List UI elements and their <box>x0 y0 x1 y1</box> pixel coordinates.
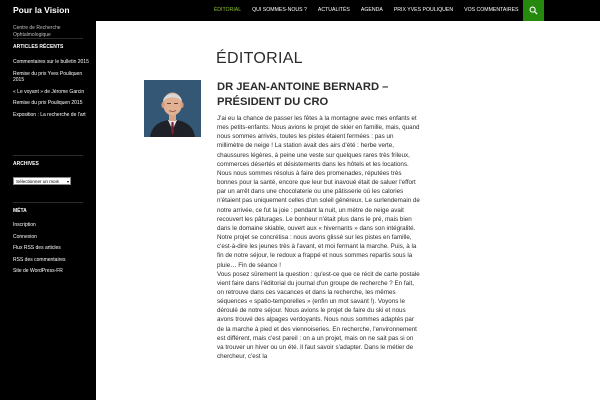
menu-item-prize[interactable]: PRIX YVES POULIQUEN <box>393 7 454 13</box>
site-title[interactable]: Pour la Vision <box>13 5 70 15</box>
recent-article-link[interactable]: Remise du prix Yves Pouliquen 2015 <box>13 70 83 83</box>
meta-link[interactable]: Flux RSS des articles <box>13 245 61 251</box>
site-description: Centre de Recherche Ophtalmologique <box>13 25 61 38</box>
meta-link[interactable]: Connexion <box>13 233 37 240</box>
site-header <box>0 0 600 21</box>
menu-item-about[interactable]: QUI SOMMES-NOUS ? <box>252 7 307 13</box>
recent-article-link[interactable]: « Le voyant » de Jérome Garcin <box>13 88 85 95</box>
meta-links-list <box>13 222 89 280</box>
recent-article-link[interactable]: Commentaires sur le bulletin 2015 <box>13 59 89 65</box>
archives-select[interactable] <box>13 177 71 185</box>
recent-articles-list <box>13 59 89 123</box>
menu-item-news[interactable]: ACTUALITÉS <box>317 7 350 13</box>
divider <box>13 38 83 39</box>
recent-article-link[interactable]: Exposition : La recherche de l'art <box>13 111 86 118</box>
search-button[interactable] <box>523 0 544 21</box>
meta-link[interactable]: Site de WordPress-FR <box>13 268 63 274</box>
search-icon <box>529 6 538 15</box>
archives-select-value: Sélectionner un mois <box>16 179 59 184</box>
meta-heading: MÉTA <box>13 208 27 214</box>
menu-item-editorial[interactable]: ÉDITORIAL <box>213 7 242 13</box>
divider <box>13 202 83 203</box>
sidebar <box>0 21 96 400</box>
article-body <box>217 114 420 361</box>
main-menu <box>208 0 524 21</box>
menu-item-agenda[interactable]: AGENDA <box>360 7 383 13</box>
author-portrait <box>144 80 201 137</box>
recent-articles-heading: ARTICLES RÉCENTS <box>13 44 64 50</box>
recent-article-link[interactable]: Remise du prix Pouliquen 2015 <box>13 100 83 106</box>
meta-link[interactable]: RSS des commentaires <box>13 256 66 263</box>
archives-heading: ARCHIVES <box>13 161 39 167</box>
article-paragraph: Vous posez sûrement la question : qu'est-ce que ce récit de carte postale vient faire dans l'éditorial du journal d'un groupe de recherche ? En fait, on retrouve dans ces vacances et dans la recherche, les mêmes séquences « spatio-temporelles » (enfin un mot savant !). Voyons le déroulé de notre séjour. Nous avions le projet de faire du ski et nous avons trouvé des alpages verdoyants. Nous nous sommes adaptés par de la marche à pied et des viennoiseries. En recherche, l'environnement est différent, mais c'est pareil : on a un projet, mais on ne sait pas si on va trouver un hiver ou un été. Il faut savoir s'adapter. Dans le métier de chercheur, c'est la <box>217 270 420 361</box>
article-title: DR JEAN-ANTOINE BERNARD – PRÉSIDENT DU CRO <box>217 81 389 108</box>
chevron-down-icon: ▾ <box>66 179 69 184</box>
article-paragraph: J'ai eu la chance de passer les fêtes à la montagne avec mes enfants et mes petits-enfants. Nous avions le projet de skier en famille, mais, quand nous sommes arrivés, toutes les pistes étaient fermées : pas un millimètre de neige ! La station avait des airs d'été : herbe verte, chaussures légères, à peine une veste sur quelques rares très frileux, commerces désertés et désistements dans les hôtels et les locations. Nous nous sommes résolus à faire des promenades, réputées très bonnes pour la santé, encore que leur but inavoué était de saluer l'effort par un arrêt dans une chocolaterie ou une pâtisserie où les calories n'étaient pas uniquement celles d'un soleil généreux. Le surlendemain de notre arrivée, ce fut la joie : pendant la nuit, un mètre de neige avait recouvert les pâturages. Le bonheur n'était plus dans le pré, mais bien dans le domaine skiable, ouvert aux « hivernants » dans son intégralité. Notre projet se concrétisa : nous avons glissé sur les pistes en famille, c'est-à-dire les jeunes très à l'avant, et moi fermant la marche. Puis, à la fin de notre séjour, le redoux a frappé et nous sommes repartis sous la pluie… Fin de séance ! <box>217 115 420 269</box>
menu-item-comments[interactable]: VOS COMMENTAIRES <box>464 7 519 13</box>
page-title: ÉDITORIAL <box>216 50 303 67</box>
meta-link[interactable]: Inscription <box>13 222 36 228</box>
divider <box>13 155 83 156</box>
